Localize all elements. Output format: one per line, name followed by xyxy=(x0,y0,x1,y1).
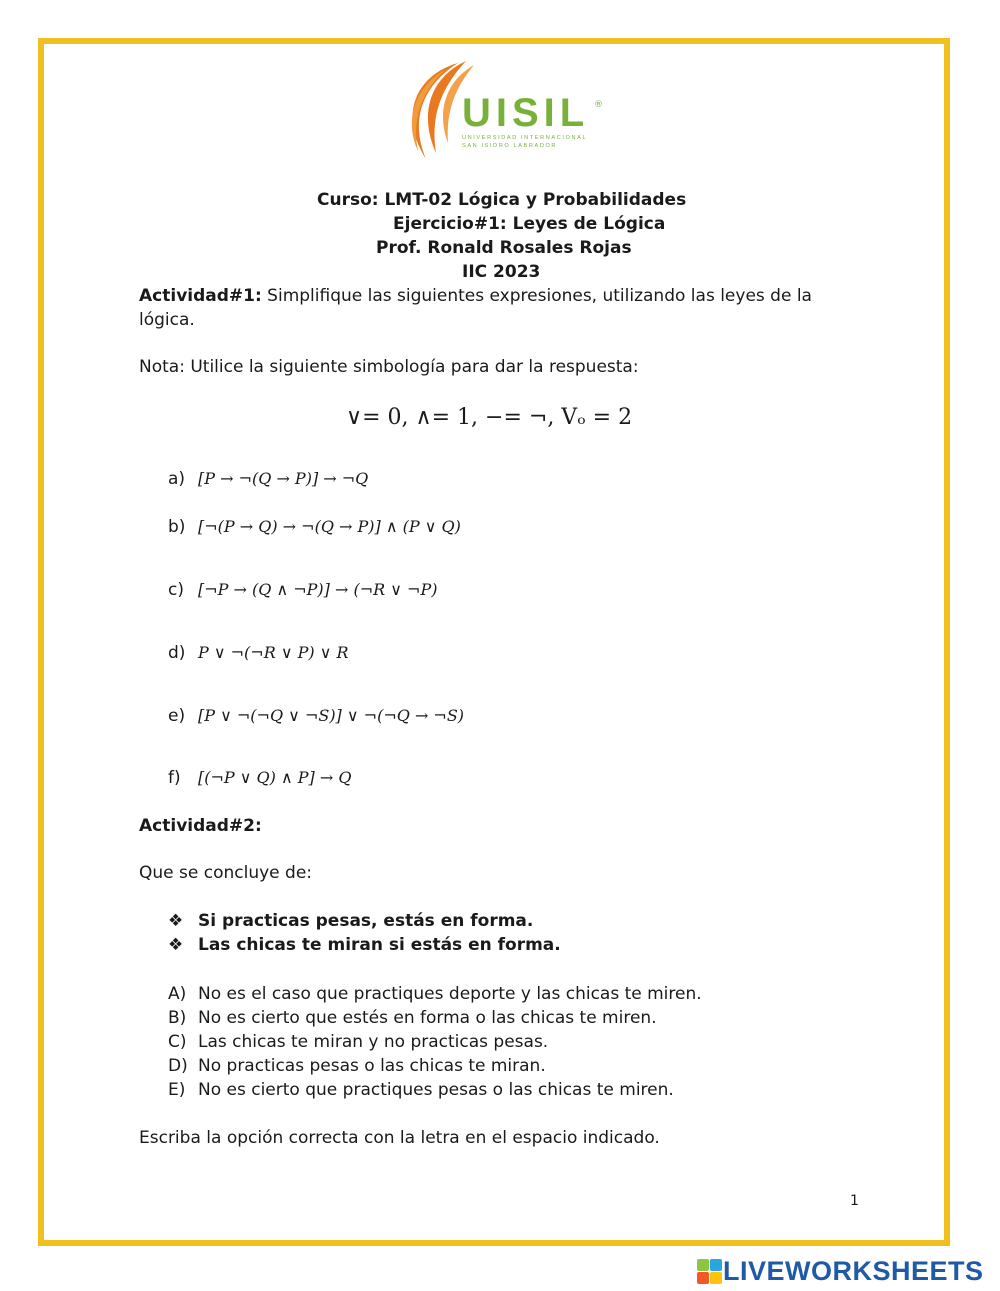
diamond-bullet-icon: ❖ xyxy=(168,911,184,931)
exercise-title: Ejercicio#1: Leyes de Lógica xyxy=(393,214,666,234)
answer-option xyxy=(168,983,702,1006)
expression-item xyxy=(168,641,349,665)
logo-subtitle-1: UNIVERSIDAD INTERNACIONAL xyxy=(462,135,588,141)
item-expression: [(¬P ∨ Q) ∧ P] → Q xyxy=(198,768,352,787)
answer-option xyxy=(168,1079,674,1102)
expression-item xyxy=(168,467,368,491)
liveworksheets-logo-icon xyxy=(697,1259,723,1285)
logo-wordmark: UISIL xyxy=(462,91,590,135)
option-text: No es cierto que practiques pesas o las chicas te miren. xyxy=(198,1080,674,1100)
answer-option xyxy=(168,1007,657,1030)
term: IIC 2023 xyxy=(462,262,541,282)
expression-item xyxy=(168,766,351,790)
item-label: f) xyxy=(168,768,181,788)
option-text: Las chicas te miran y no practicas pesas. xyxy=(198,1032,549,1052)
course-title: Curso: LMT-02 Lógica y Probabilidades xyxy=(317,190,687,210)
item-expression: [P → ¬(Q → P)] → ¬Q xyxy=(198,469,369,488)
liveworksheets-wordmark: LIVEWORKSHEETS xyxy=(723,1256,984,1286)
activity1-instruction-cont: lógica. xyxy=(139,310,195,330)
premise-item xyxy=(168,934,561,957)
symbol-legend: ∨= 0, ∧= 1, −= ¬, Vₒ = 2 xyxy=(346,405,633,430)
liveworksheets-watermark xyxy=(697,1256,984,1284)
activity1-text: Simplifique las siguientes expresiones, utilizando las leyes de la xyxy=(261,286,812,306)
item-expression: [¬(P → Q) → ¬(Q → P)] ∧ (P ∨ Q) xyxy=(198,517,461,536)
item-label: a) xyxy=(168,469,186,489)
expression-item xyxy=(168,578,437,602)
activity1-note: Nota: Utilice la siguiente simbología para dar la respuesta: xyxy=(139,357,639,377)
closing-instruction: Escriba la opción correcta con la letra en el espacio indicado. xyxy=(139,1128,660,1148)
item-label: e) xyxy=(168,706,186,726)
option-text: No es cierto que estés en forma o las chicas te miren. xyxy=(198,1008,657,1028)
option-label: E) xyxy=(168,1080,186,1100)
item-expression: [P ∨ ¬(¬Q ∨ ¬S)] ∨ ¬(¬Q → ¬S) xyxy=(198,706,465,725)
item-label: d) xyxy=(168,643,186,663)
option-label: B) xyxy=(168,1008,187,1028)
activity2-title: Actividad#2: xyxy=(139,816,262,836)
item-expression: P ∨ ¬(¬R ∨ P) ∨ R xyxy=(198,643,349,662)
option-label: D) xyxy=(168,1056,188,1076)
premise-text: Si practicas pesas, estás en forma. xyxy=(198,911,534,931)
option-label: A) xyxy=(168,984,187,1004)
activity1-instruction xyxy=(139,285,812,308)
premise-text: Las chicas te miran si estás en forma. xyxy=(198,935,561,955)
item-expression: [¬P → (Q ∧ ¬P)] → (¬R ∨ ¬P) xyxy=(198,580,438,599)
expression-item xyxy=(168,704,464,728)
item-label: b) xyxy=(168,517,186,537)
option-text: No es el caso que practiques deporte y las chicas te miren. xyxy=(198,984,702,1004)
option-text: No practicas pesas o las chicas te miran. xyxy=(198,1056,546,1076)
answer-option xyxy=(168,1055,546,1078)
answer-option xyxy=(168,1031,548,1054)
diamond-bullet-icon: ❖ xyxy=(168,935,184,955)
item-label: c) xyxy=(168,580,184,600)
logo-registered-mark: ® xyxy=(594,100,603,110)
option-label: C) xyxy=(168,1032,187,1052)
expression-item xyxy=(168,515,461,539)
professor-name: Prof. Ronald Rosales Rojas xyxy=(376,238,632,258)
logo-subtitle-2: SAN ISIDRO LABRADOR xyxy=(462,143,558,149)
premise-item xyxy=(168,910,533,933)
page-number: 1 xyxy=(850,1193,859,1209)
activity2-question: Que se concluye de: xyxy=(139,863,313,883)
activity1-title: Actividad#1: xyxy=(139,286,262,306)
